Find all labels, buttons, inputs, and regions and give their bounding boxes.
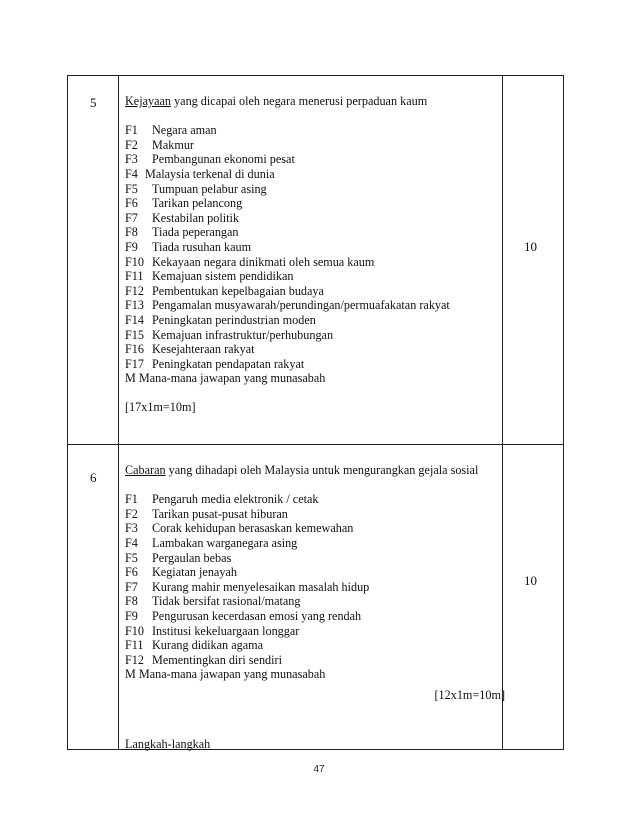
list-item <box>125 284 505 299</box>
item-code: F10 <box>125 254 144 269</box>
list-item <box>125 240 505 255</box>
item-code: F5 <box>125 550 138 565</box>
list-item <box>125 624 505 639</box>
list-item <box>125 138 505 153</box>
list-item <box>125 123 505 138</box>
list-item <box>125 182 505 197</box>
item-text: Makmur <box>152 137 194 152</box>
item-code: F4 <box>125 535 138 550</box>
answer-table <box>67 75 564 750</box>
item-text: Kesejahteraan rakyat <box>152 342 255 357</box>
answer-items <box>125 492 505 667</box>
item-code: F2 <box>125 506 138 521</box>
answer-note: M Mana-mana jawapan yang munasabah <box>125 371 326 386</box>
list-item <box>125 653 505 668</box>
item-code: F11 <box>125 269 144 284</box>
list-item <box>125 580 505 595</box>
item-code: F6 <box>125 196 138 211</box>
item-code: F12 <box>125 283 144 298</box>
item-code: F8 <box>125 225 138 240</box>
heading-underlined: Cabaran <box>125 463 166 477</box>
item-text: Malaysia terkenal di dunia <box>145 166 275 181</box>
list-item <box>125 609 505 624</box>
item-text: Kemajuan sistem pendidikan <box>152 269 294 284</box>
item-text: Tarikan pusat-pusat hiburan <box>152 506 288 521</box>
item-text: Kegiatan jenayah <box>152 565 237 580</box>
item-text: Peningkatan pendapatan rakyat <box>152 356 305 371</box>
item-text: Peningkatan perindustrian moden <box>152 312 316 327</box>
list-item <box>125 298 505 313</box>
item-code: F6 <box>125 565 138 580</box>
item-code: F15 <box>125 327 144 342</box>
trailing-text <box>125 737 505 752</box>
item-code: F11 <box>125 638 144 653</box>
heading-underlined: Kejayaan <box>125 94 172 108</box>
item-text: Pengurusan kecerdasan emosi yang rendah <box>152 608 362 623</box>
item-code: F8 <box>125 594 138 609</box>
answer-note: M Mana-mana jawapan yang munasabah <box>125 667 326 682</box>
answer-items <box>125 123 505 371</box>
item-code: F7 <box>125 210 138 225</box>
question-number: 6 <box>90 470 97 485</box>
mark-formula: [12x1m=10m] <box>434 687 505 702</box>
list-item <box>125 225 505 240</box>
list-item <box>125 536 505 551</box>
list-item <box>125 255 505 270</box>
item-text: Tumpuan pelabur asing <box>152 181 267 196</box>
item-text: Institusi kekeluargaan longgar <box>152 623 300 638</box>
answer-content <box>125 94 505 415</box>
list-item <box>125 357 505 372</box>
item-code: F17 <box>125 356 144 371</box>
item-code: F12 <box>125 652 144 667</box>
item-text: Corak kehidupan berasaskan kemewahan <box>152 521 354 536</box>
item-text: Tiada rusuhan kaum <box>152 239 252 254</box>
item-code: F4 <box>125 166 138 181</box>
answer-heading <box>125 94 505 109</box>
item-text: Kurang mahir menyelesaikan masalah hidup <box>152 579 370 594</box>
item-text: Mementingkan diri sendiri <box>152 652 282 667</box>
item-code: F9 <box>125 608 138 623</box>
item-code: F1 <box>125 492 138 507</box>
list-item <box>125 507 505 522</box>
item-text: Lambakan warganegara asing <box>152 535 298 550</box>
item-text: Tarikan pelancong <box>152 196 243 211</box>
list-item <box>125 211 505 226</box>
list-item <box>125 565 505 580</box>
item-code: F13 <box>125 298 144 313</box>
answer-heading <box>125 463 505 478</box>
item-text: Kekayaan negara dinikmati oleh semua kaum <box>152 254 375 269</box>
list-item <box>125 551 505 566</box>
item-text: Pembentukan kepelbagaian budaya <box>152 283 324 298</box>
item-code: F16 <box>125 342 144 357</box>
item-text: Pengamalan musyawarah/perundingan/permuafakatan rakyat <box>152 298 450 313</box>
list-item <box>125 167 505 182</box>
row-divider <box>68 444 563 445</box>
marks-value: 10 <box>524 573 537 588</box>
number-column-divider <box>118 76 119 749</box>
item-text: Pergaulan bebas <box>152 550 232 565</box>
list-item <box>125 269 505 284</box>
item-code: F5 <box>125 181 138 196</box>
item-code: F2 <box>125 137 138 152</box>
list-item <box>125 492 505 507</box>
list-item <box>125 196 505 211</box>
list-item <box>125 328 505 343</box>
item-code: F7 <box>125 579 138 594</box>
item-text: Kurang didikan agama <box>152 638 264 653</box>
item-code: F9 <box>125 239 138 254</box>
item-code: F1 <box>125 123 138 138</box>
list-item <box>125 594 505 609</box>
list-item <box>125 342 505 357</box>
list-item <box>125 638 505 653</box>
item-text: Kemajuan infrastruktur/perhubungan <box>152 327 334 342</box>
list-item <box>125 313 505 328</box>
item-code: F10 <box>125 623 144 638</box>
heading-rest: yang dihadapi oleh Malaysia untuk mengurangkan gejala sosial <box>165 463 479 477</box>
item-text: Tiada peperangan <box>152 225 239 240</box>
heading-rest: yang dicapai oleh negara menerusi perpaduan kaum <box>171 94 428 108</box>
item-text: Negara aman <box>152 123 217 138</box>
item-text: Kestabilan politik <box>152 210 239 225</box>
marks-value: 10 <box>524 239 537 254</box>
item-text: Pengaruh media elektronik / cetak <box>152 492 319 507</box>
item-code: F3 <box>125 521 138 536</box>
item-text: Tidak bersifat rasional/matang <box>152 594 301 609</box>
list-item <box>125 521 505 536</box>
item-text: Pembangunan ekonomi pesat <box>152 152 295 167</box>
question-number: 5 <box>90 95 97 110</box>
answer-content <box>125 463 505 703</box>
list-item <box>125 152 505 167</box>
item-code: F14 <box>125 312 144 327</box>
steps-heading: Langkah-langkah <box>125 737 211 751</box>
page-number: 47 <box>313 764 325 775</box>
item-code: F3 <box>125 152 138 167</box>
mark-formula: [17x1m=10m] <box>125 400 196 415</box>
